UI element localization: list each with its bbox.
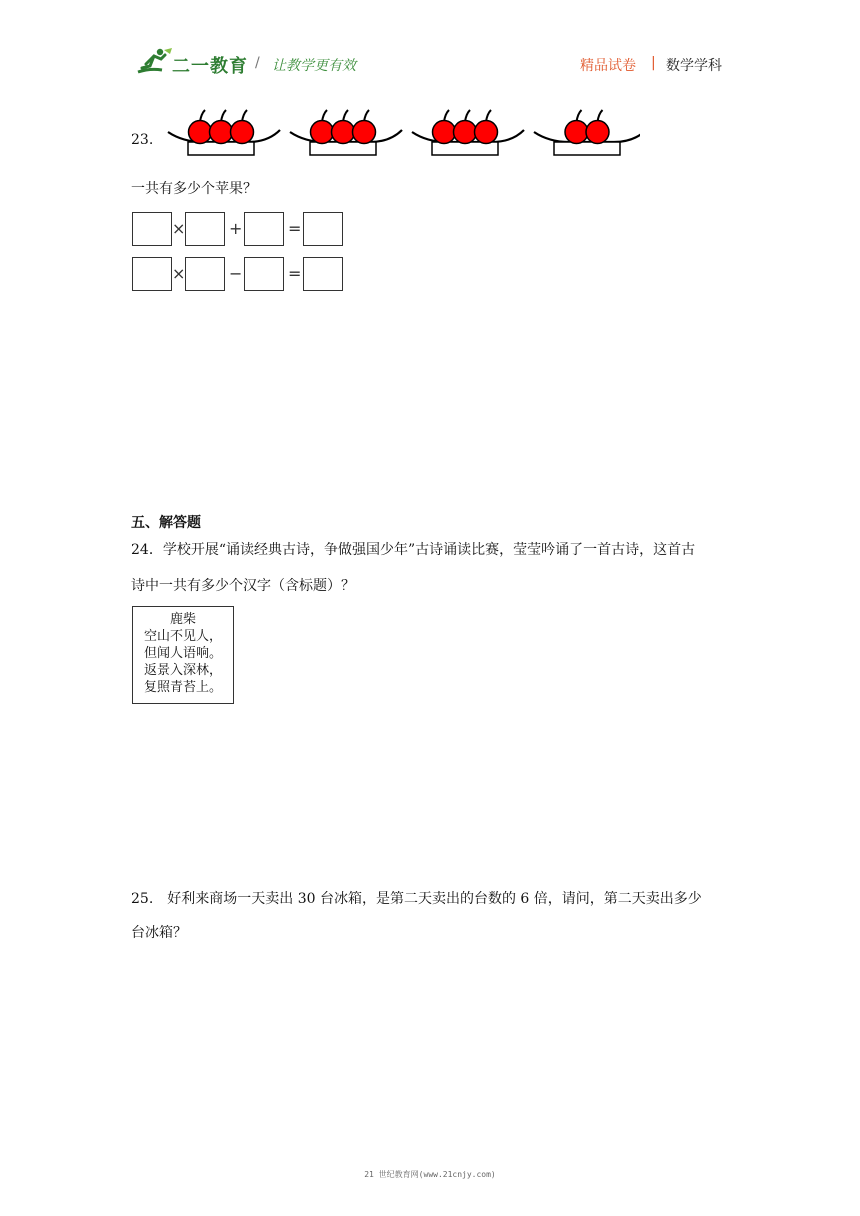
apple-icon [586, 121, 609, 144]
q25-line2: 台冰箱？ [131, 925, 187, 941]
answer-box[interactable] [244, 257, 284, 291]
apple-plate-group [168, 110, 280, 155]
apple-plate-group [534, 110, 640, 155]
apple-icon [210, 121, 233, 144]
section-title: 五、解答题 [131, 515, 201, 531]
answer-box[interactable] [185, 212, 225, 246]
operator-sign: − [229, 264, 243, 283]
answer-box[interactable] [132, 212, 172, 246]
operator-sign: = [288, 264, 302, 283]
apple-icon [433, 121, 456, 144]
q25-line1: 25. 好利来商场一天卖出 30 台冰箱，是第二天卖出的台数的 6 倍，请问，第二天卖出多少 [131, 891, 702, 907]
exam-label: 精品试卷 [580, 58, 636, 74]
header-divider: | [651, 55, 656, 71]
apple-icon [311, 121, 334, 144]
apple-icon [189, 121, 212, 144]
answer-box[interactable] [132, 257, 172, 291]
apple-icon [454, 121, 477, 144]
q23-question: 一共有多少个苹果？ [131, 181, 257, 197]
answer-box[interactable] [303, 257, 343, 291]
runner-logo-icon [134, 46, 174, 76]
apple-icon [475, 121, 498, 144]
header [0, 0, 860, 90]
apple-plates-figure [160, 102, 640, 162]
poem-line: 返景入深林， [143, 663, 222, 678]
subject-label: 数学学科 [666, 58, 722, 74]
poem-title: 鹿柴 [169, 612, 196, 627]
poem-line: 空山不见人， [143, 629, 222, 644]
plate-base [554, 142, 620, 155]
operator-sign: × [172, 264, 186, 283]
q24-line1: 24．学校开展“诵读经典古诗，争做强国少年”古诗诵读比赛，莹莹吟诵了一首古诗，这首古 [131, 542, 696, 558]
apple-icon [332, 121, 355, 144]
answer-box[interactable] [244, 212, 284, 246]
header-slash: / [255, 55, 260, 71]
apple-plate-group [290, 110, 402, 155]
q23-number: 23. [131, 132, 154, 148]
apple-icon [565, 121, 588, 144]
apple-icon [231, 121, 254, 144]
operator-sign: + [229, 219, 243, 238]
q24-line2: 诗中一共有多少个汉字（含标题）？ [131, 578, 355, 594]
operator-sign: × [172, 219, 186, 238]
poem-line: 但闻人语响。 [143, 646, 222, 661]
apple-icon [353, 121, 376, 144]
answer-box[interactable] [303, 212, 343, 246]
slogan: 让教学更有效 [272, 58, 356, 74]
footer: 21 世纪教育网(www.21cnjy.com) [364, 1170, 496, 1179]
apple-plate-group [412, 110, 524, 155]
operator-sign: = [288, 219, 302, 238]
poem-box [132, 606, 234, 704]
answer-box[interactable] [185, 257, 225, 291]
poem-line: 复照青苔上。 [143, 680, 222, 695]
logo-text: 二一教育 [172, 56, 248, 77]
